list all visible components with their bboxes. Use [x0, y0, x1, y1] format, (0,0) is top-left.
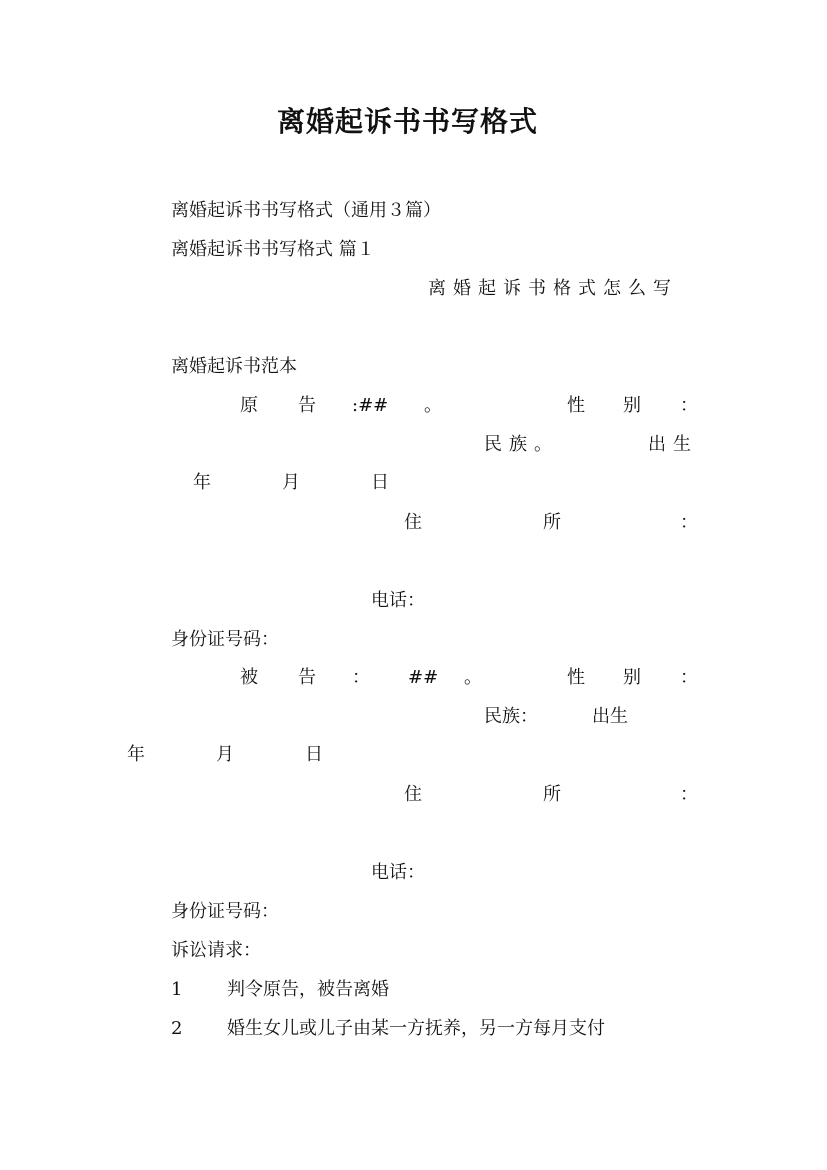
plaintiff-gender-1: 性 [567, 395, 585, 416]
defendant-address-2: 所 [543, 784, 561, 805]
heading-general: 离婚起诉书书写格式（通用３篇） [171, 200, 441, 221]
defendant-name: ## [408, 667, 439, 688]
defendant-gender-1: 性 [567, 667, 585, 688]
claim-number: 2 [171, 1018, 183, 1039]
defendant-gender-colon: ： [680, 667, 698, 688]
defendant-address-1: 住 [404, 784, 422, 805]
defendant-colon: ： [352, 667, 370, 688]
plaintiff-address-1: 住 [404, 512, 422, 533]
defendant-ethnicity: 民族： [484, 706, 538, 727]
defendant-period: 。 [464, 667, 482, 688]
plaintiff-day: 日 [371, 472, 389, 493]
plaintiff-period: 。 [424, 395, 442, 416]
plaintiff-phone: 电话： [371, 590, 425, 611]
sample-heading: 离婚起诉书范本 [171, 356, 297, 377]
document-title: 离婚起诉书书写格式 [277, 105, 539, 138]
heading-part1: 离婚起诉书书写格式 篇１ [171, 239, 375, 260]
defendant-year: 年 [127, 744, 145, 765]
claim-number: 1 [171, 979, 183, 1000]
plaintiff-gender-colon: ： [680, 395, 698, 416]
claim-text: 婚生女儿或儿子由某一方抚养，另一方每月支付 [227, 1018, 605, 1039]
plaintiff-id-number: 身份证号码： [171, 629, 279, 650]
plaintiff-month: 月 [282, 472, 300, 493]
plaintiff-gender-2: 别 [623, 395, 641, 416]
plaintiff-label-1: 原 [240, 395, 258, 416]
claims-heading: 诉讼请求： [171, 940, 261, 961]
defendant-address-colon: ： [680, 784, 698, 805]
plaintiff-name: :## [352, 395, 389, 416]
heading-how-to-write: 离婚起诉书格式怎么写 [428, 278, 678, 299]
plaintiff-year: 年 [193, 472, 211, 493]
defendant-day: 日 [305, 744, 323, 765]
plaintiff-label-2: 告 [298, 395, 316, 416]
plaintiff-address-colon: ： [680, 512, 698, 533]
defendant-phone: 电话： [371, 862, 425, 883]
plaintiff-address-2: 所 [543, 512, 561, 533]
defendant-gender-2: 别 [623, 667, 641, 688]
defendant-month: 月 [216, 744, 234, 765]
plaintiff-birth: 出生 [648, 434, 698, 455]
defendant-label-1: 被 [240, 667, 258, 688]
plaintiff-ethnicity: 民族。 [484, 434, 559, 455]
defendant-id-number: 身份证号码： [171, 901, 279, 922]
defendant-birth: 出生 [592, 706, 628, 727]
defendant-label-2: 告 [298, 667, 316, 688]
claim-text: 判令原告，被告离婚 [227, 979, 389, 1000]
